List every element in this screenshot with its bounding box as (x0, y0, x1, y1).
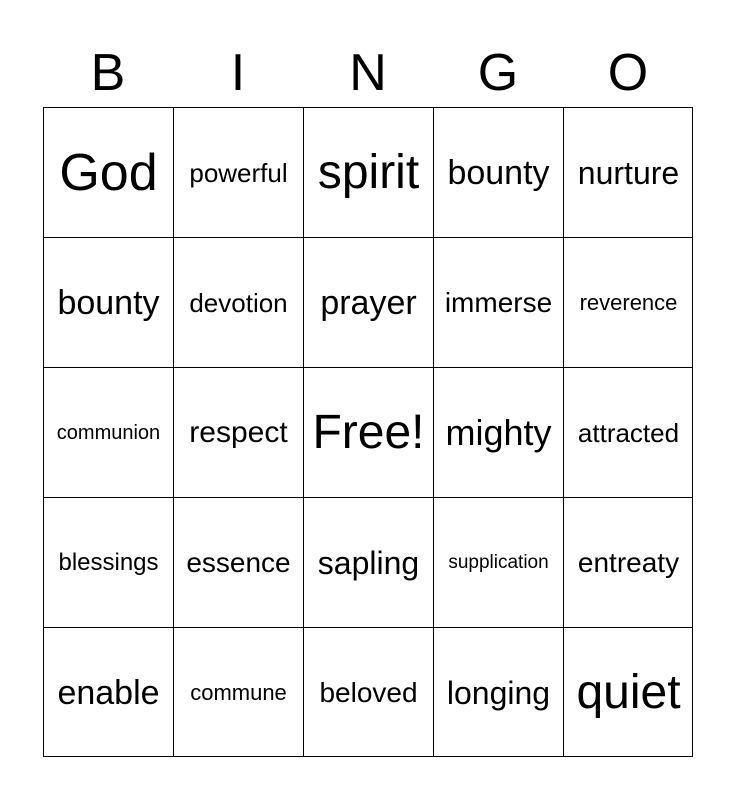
bingo-cell-r3c4[interactable]: mighty (433, 367, 563, 497)
bingo-cell-r3c1[interactable]: communion (43, 367, 173, 497)
header-letter-b: B (90, 44, 126, 102)
bingo-cell-r5c4[interactable]: longing (433, 627, 563, 757)
header-letter-n: N (349, 44, 387, 102)
header-letter-g: G (477, 44, 519, 102)
bingo-cell-r3c3-free[interactable]: Free! (303, 367, 433, 497)
bingo-cell-r5c2[interactable]: commune (173, 627, 303, 757)
bingo-cell-r1c4[interactable]: bounty (433, 107, 563, 237)
bingo-cell-r5c5[interactable]: quiet (563, 627, 693, 757)
header-letter-o: O (607, 44, 649, 102)
header-letter-i: I (230, 44, 246, 102)
bingo-cell-r4c1[interactable]: blessings (43, 497, 173, 627)
bingo-cell-r1c3[interactable]: spirit (303, 107, 433, 237)
bingo-cell-r2c2[interactable]: devotion (173, 237, 303, 367)
bingo-cell-r5c3[interactable]: beloved (303, 627, 433, 757)
bingo-cell-r4c5[interactable]: entreaty (563, 497, 693, 627)
bingo-cell-r2c1[interactable]: bounty (43, 237, 173, 367)
bingo-board (43, 107, 693, 757)
bingo-cell-r1c1[interactable]: God (43, 107, 173, 237)
bingo-cell-r5c1[interactable]: enable (43, 627, 173, 757)
bingo-cell-r2c3[interactable]: prayer (303, 237, 433, 367)
bingo-header (43, 38, 693, 108)
bingo-cell-r4c2[interactable]: essence (173, 497, 303, 627)
bingo-cell-r2c5[interactable]: reverence (563, 237, 693, 367)
bingo-cell-r2c4[interactable]: immerse (433, 237, 563, 367)
bingo-cell-r1c2[interactable]: powerful (173, 107, 303, 237)
bingo-cell-r4c4[interactable]: supplication (433, 497, 563, 627)
bingo-cell-r3c5[interactable]: attracted (563, 367, 693, 497)
bingo-cell-r3c2[interactable]: respect (173, 367, 303, 497)
bingo-cell-r1c5[interactable]: nurture (563, 107, 693, 237)
bingo-cell-r4c3[interactable]: sapling (303, 497, 433, 627)
